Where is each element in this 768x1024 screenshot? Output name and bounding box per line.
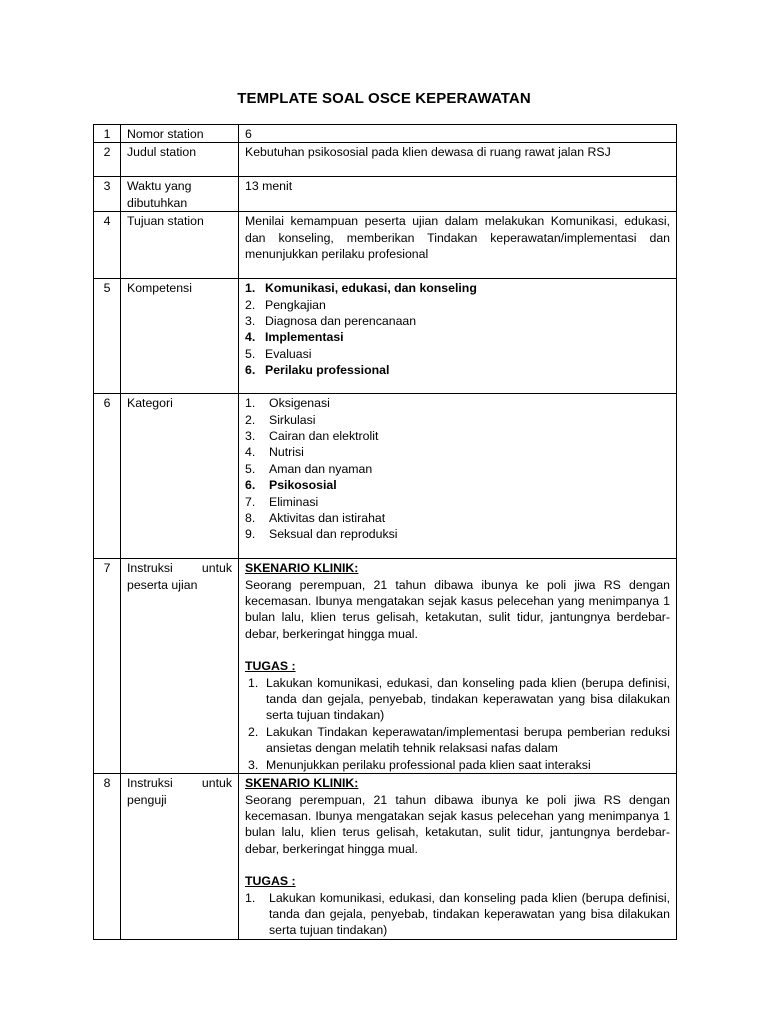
list-text: Lakukan komunikasi, edukasi, dan konseling pada klien (berupa definisi, tanda dan gejala, penyebab, tindakan keperawatan yang bisa dilakukan serta tujuan tindakan)	[269, 890, 670, 938]
list-text: Aman dan nyaman	[269, 461, 373, 476]
row-label: Kompetensi	[121, 279, 239, 394]
skenario-text: Seorang perempuan, 21 tahun dibawa ibunya ke poli jiwa RS dengan kecemasan. Ibunya mengatakan sejak kasus pelecehan yang menimpanya 1 bulan lalu, klien terus gelisah, ketakutan, sulit tidur, jantungnya berdebar-debar, berkeringat hingga mual.	[245, 792, 670, 856]
table-row	[94, 143, 677, 177]
row-label: Tujuan station	[121, 212, 239, 279]
list-number: 3.	[245, 429, 256, 444]
list-text: Nutrisi	[269, 445, 304, 460]
list-text: Sirkulasi	[269, 412, 316, 427]
row-value: Menilai kemampuan peserta ujian dalam melakukan Komunikasi, edukasi, dan konseling, memberikan Tindakan keperawatan/implementasi dan menunjukkan perilaku profesional	[239, 212, 677, 279]
list-text: Menunjukkan perilaku professional pada klien saat interaksi	[266, 757, 591, 772]
list-item	[245, 724, 670, 757]
tugas-heading: TUGAS :	[245, 874, 296, 889]
tugas-list	[245, 675, 670, 773]
row-number: 1	[94, 125, 121, 143]
table-row	[94, 774, 677, 940]
list-number: 6.	[245, 363, 256, 378]
kategori-list	[245, 395, 670, 543]
list-text: Perilaku professional	[265, 363, 390, 378]
osce-table	[93, 124, 677, 940]
list-text: Cairan dan elektrolit	[269, 429, 379, 444]
list-number: 7.	[245, 494, 256, 509]
list-item	[245, 526, 670, 542]
row-label: Kategori	[121, 394, 239, 559]
table-row	[94, 177, 677, 212]
row-label: Waktu yang dibutuhkan	[121, 177, 239, 212]
list-text: Lakukan komunikasi, edukasi, dan konseling pada klien (berupa definisi, tanda dan gejala, penyebab, tindakan keperawatan yang bisa dilakukan serta tujuan tindakan)	[266, 675, 670, 723]
skenario-text: Seorang perempuan, 21 tahun dibawa ibunya ke poli jiwa RS dengan kecemasan. Ibunya mengatakan sejak kasus pelecehan yang menimpanya 1 bulan lalu, klien terus gelisah, ketakutan, sulit tidur, jantungnya berdebar-debar, berkeringat hingga mual.	[245, 577, 670, 641]
row-label: Nomor station	[121, 125, 239, 143]
list-item	[245, 890, 670, 939]
list-number: 2.	[248, 724, 259, 739]
list-item	[245, 461, 670, 477]
kategori-cell	[239, 394, 677, 559]
row-number: 6	[94, 394, 121, 559]
kompetensi-cell	[239, 279, 677, 394]
list-item	[245, 297, 670, 313]
list-number: 5.	[245, 346, 256, 361]
list-item	[245, 280, 670, 296]
list-number: 9.	[245, 527, 256, 542]
list-number: 2.	[245, 297, 256, 312]
list-text: Pengkajian	[265, 297, 326, 312]
list-item	[245, 477, 670, 493]
tugas-heading: TUGAS :	[245, 659, 296, 674]
list-text: Aktivitas dan istirahat	[269, 511, 386, 526]
table-row	[94, 394, 677, 559]
list-item	[245, 346, 670, 362]
skenario-heading: SKENARIO KLINIK:	[245, 776, 359, 791]
list-text: Evaluasi	[265, 346, 312, 361]
table-row	[94, 279, 677, 394]
list-number: 6.	[245, 478, 256, 493]
list-number: 4.	[245, 445, 256, 460]
list-item	[245, 395, 670, 411]
list-text: Komunikasi, edukasi, dan konseling	[265, 281, 477, 296]
row-value: 6	[239, 125, 677, 143]
list-item	[245, 329, 670, 345]
list-text: Diagnosa dan perencanaan	[265, 314, 417, 329]
list-number: 1.	[248, 675, 259, 690]
row-number: 8	[94, 774, 121, 940]
list-text: Lakukan Tindakan keperawatan/implementasi berupa pemberian reduksi ansietas dengan melatih tehnik relaksasi nafas dalam	[266, 724, 670, 756]
list-item	[245, 675, 670, 724]
list-text: Implementasi	[265, 330, 344, 345]
row-label: Judul station	[121, 143, 239, 177]
peserta-cell	[239, 559, 677, 774]
list-number: 8.	[245, 511, 256, 526]
row-number: 3	[94, 177, 121, 212]
list-text: Eliminasi	[269, 494, 319, 509]
list-number: 3.	[248, 757, 259, 772]
list-item	[245, 412, 670, 428]
tugas-list	[245, 890, 670, 939]
table-row	[94, 125, 677, 143]
list-number: 3.	[245, 314, 256, 329]
page-title: TEMPLATE SOAL OSCE KEPERAWATAN	[237, 90, 531, 107]
row-label: Instruksi untuk peserta ujian	[121, 559, 239, 774]
row-value: 13 menit	[239, 177, 677, 212]
list-item	[245, 362, 670, 378]
list-text: Oksigenasi	[269, 396, 330, 411]
list-item	[245, 313, 670, 329]
table-row	[94, 212, 677, 279]
list-text: Psikososial	[269, 478, 337, 493]
list-number: 1.	[245, 890, 256, 905]
list-number: 4.	[245, 330, 256, 345]
row-number: 7	[94, 559, 121, 774]
list-item	[245, 428, 670, 444]
list-number: 5.	[245, 461, 256, 476]
row-number: 2	[94, 143, 121, 177]
row-number: 5	[94, 279, 121, 394]
table-row	[94, 559, 677, 774]
list-item	[245, 757, 670, 773]
skenario-heading: SKENARIO KLINIK:	[245, 561, 359, 576]
row-number: 4	[94, 212, 121, 279]
list-item	[245, 444, 670, 460]
list-item	[245, 494, 670, 510]
list-number: 1.	[245, 396, 256, 411]
kompetensi-list	[245, 280, 670, 378]
row-label: Instruksi untuk penguji	[121, 774, 239, 940]
list-number: 2.	[245, 412, 256, 427]
list-text: Seksual dan reproduksi	[269, 527, 398, 542]
list-number: 1.	[245, 281, 256, 296]
list-item	[245, 510, 670, 526]
row-value: Kebutuhan psikososial pada klien dewasa di ruang rawat jalan RSJ	[239, 143, 677, 177]
penguji-cell	[239, 774, 677, 940]
